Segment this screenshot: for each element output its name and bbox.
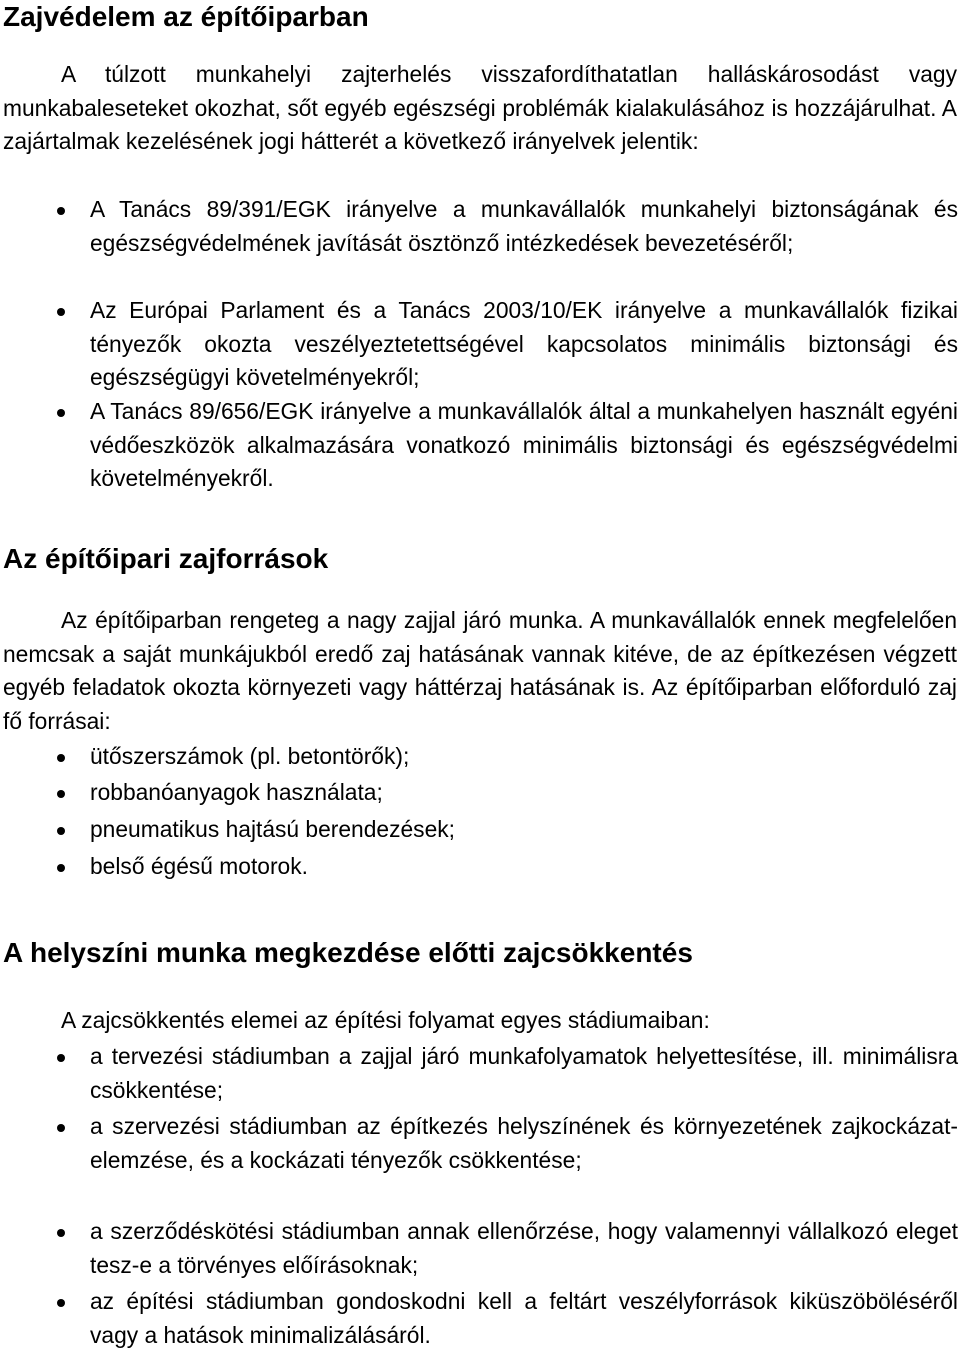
bullet-icon xyxy=(57,1299,65,1307)
list-item-text: Az Európai Parlament és a Tanács 2003/10/EK irányelve a munkavállalók fizikai tényezők okozta veszélyeztetettségével kapcsolatos minimális biztonsági és egészségügyi követelményekről; xyxy=(90,297,958,390)
list-item xyxy=(0,1285,958,1352)
list-item xyxy=(0,1040,958,1110)
list-item-text: A Tanács 89/656/EGK irányelve a munkavállalók által a munkahelyen használt egyéni védőeszközök alkalmazására vonatkozó minimális biztonsági és egészségvédelmi követelményekről. xyxy=(90,398,958,491)
list-item xyxy=(0,740,958,776)
bullet-icon xyxy=(57,409,65,417)
bullet-icon xyxy=(57,1124,65,1132)
list-item xyxy=(0,395,958,496)
bullet-icon xyxy=(57,308,65,316)
bullet-icon xyxy=(57,754,65,762)
section-2-list xyxy=(0,740,958,884)
list-item xyxy=(0,193,958,294)
list-item xyxy=(0,1215,958,1285)
section-1-intro: A túlzott munkahelyi zajterhelés visszafordíthatatlan halláskárosodást vagy munkabaleseteket okozhat, sőt egyéb egészségi problémák kialakulásához is hozzájárulhat. A zajártalmak kezelésének jogi hátterét a következő irányelvek jelentik: xyxy=(3,61,957,154)
list-item-text: az építési stádiumban gondoskodni kell a feltárt veszélyforrások kiküszöböléséről vagy a hatások minimalizálásáról. xyxy=(90,1288,958,1348)
section-1-list xyxy=(0,193,958,496)
section-2-intro: Az építőiparban rengeteg a nagy zajjal járó munka. A munkavállalók ennek megfelelően nemcsak a saját munkájukból eredő zaj hatásának vannak kitéve, de az építkezésen végzett egyéb feladatok okozta környezeti vagy háttérzaj hatásának is. Az építőiparban előforduló zaj fő forrásai: xyxy=(3,607,957,734)
list-item-text: a szerződéskötési stádiumban annak ellenőrzése, hogy valamennyi vállalkozó eleget tesz-e a törvényes előírásoknak; xyxy=(90,1218,958,1278)
list-item-text: belső égésű motorok. xyxy=(90,853,308,879)
list-item xyxy=(0,813,958,850)
bullet-icon xyxy=(57,1229,65,1237)
section-3-title: A helyszíni munka megkezdése előtti zajcsökkentés xyxy=(3,937,693,968)
list-item xyxy=(0,1110,958,1215)
list-item xyxy=(0,850,958,884)
list-item-text: A Tanács 89/391/EGK irányelve a munkavállalók munkahelyi biztonságának és egészségvédelmének javítását ösztönző intézkedések bevezetéséről; xyxy=(90,196,958,256)
page-title: Zajvédelem az építőiparban xyxy=(3,1,369,32)
list-item-text: a tervezési stádiumban a zajjal járó munkafolyamatok helyettesítése, ill. minimálisra csökkentése; xyxy=(90,1043,958,1103)
bullet-icon xyxy=(57,864,65,872)
list-item xyxy=(0,294,958,395)
bullet-icon xyxy=(57,1054,65,1062)
list-item-text: a szervezési stádiumban az építkezés helyszínének és környezetének zajkockázat-elemzése, és a kockázati tényezők csökkentése; xyxy=(90,1113,958,1173)
list-item-text: pneumatikus hajtású berendezések; xyxy=(90,816,455,842)
bullet-icon xyxy=(57,827,65,835)
bullet-icon xyxy=(57,207,65,215)
section-2-title: Az építőipari zajforrások xyxy=(3,543,329,574)
list-item-text: robbanóanyagok használata; xyxy=(90,779,383,805)
section-3-intro: A zajcsökkentés elemei az építési folyamat egyes stádiumaiban: xyxy=(61,1007,710,1033)
section-3-list xyxy=(0,1040,958,1352)
list-item xyxy=(0,776,958,813)
list-item-text: ütőszerszámok (pl. betontörők); xyxy=(90,743,410,769)
bullet-icon xyxy=(57,790,65,798)
